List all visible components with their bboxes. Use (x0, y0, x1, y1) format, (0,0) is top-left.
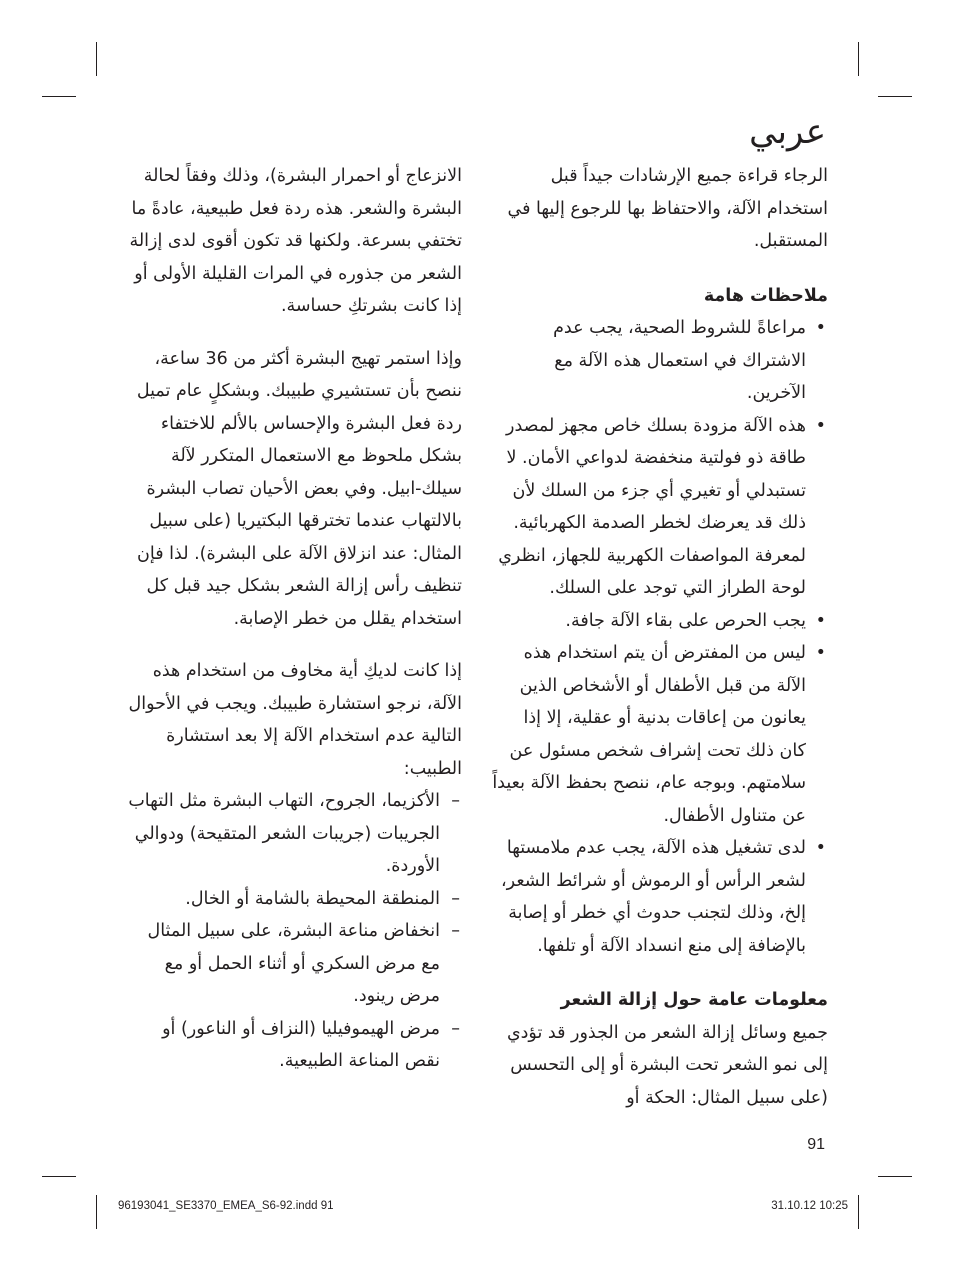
crop-mark (96, 1195, 97, 1229)
intro-paragraph: الرجاء قراءة جميع الإرشادات جيداً قبل استخدام الآلة، والاحتفاظ بها للرجوع إليها في المستقبل. (507, 166, 828, 251)
list-item: • ليس من المفترض أن يتم استخدام هذه الآلة من قبل الأطفال أو الأشخاص الذين يعانون من إعاقات بدنية أو عقلية، إلا إذا كان ذلك تحت إشراف شخص مسئول عن سلامتهم. وبوجه عام، ننصح بحفظ الآلة بعيداً عن متناول الأطفال. (492, 637, 828, 832)
notes-list (492, 312, 828, 962)
crop-mark (878, 96, 912, 97)
general-heading: معلومات عامة حول إزالة الشعر (560, 990, 828, 1010)
notes-heading: ملاحظات هامة (703, 285, 828, 306)
general-paragraph: جميع وسائل إزالة الشعر من الجذور قد تؤدي إلى نمو الشعر تحت البشرة أو إلى التحسس (على سبيل المثال: الحكة أو (506, 1022, 828, 1108)
list-item: • هذه الآلة مزودة بسلك خاص مجهز لمصدر طاقة ذو فولتية منخفضة لدواعي الأمان. لا تستبدلي أو تغيري أي جزء من السلك لأن ذلك قد يعرضك لخطر الصدمة الكهربائية. لمعرفة المواصفات الكهربية للجهاز، انظري لوحة الطراز التي توجد على السلك. (492, 410, 828, 605)
page-number: 91 (807, 1136, 825, 1153)
list-item: – المنطقة المحيطة بالشامة أو الخال. (126, 883, 462, 916)
crop-mark (858, 1195, 859, 1229)
crop-mark (878, 1176, 912, 1177)
list-item: • مراعاةً للشروط الصحية، يجب عدم الاشتراك في استعمال هذه الآلة مع الآخرين. (492, 312, 828, 410)
footer-filename: 96193041_SE3370_EMEA_S6-92.indd 91 (118, 1200, 334, 1212)
crop-mark (42, 1176, 76, 1177)
crop-mark (42, 96, 76, 97)
paragraph: إذا كانت لديكِ أية مخاوف من استخدام هذه الآلة، نرجو استشارة طبيبك. ويجب في الأحوال التالية عدم استخدام الآلة إلا بعد استشارة الطبيب: (128, 661, 462, 779)
list-item: – الأكزيما، الجروح، التهاب البشرة مثل التهاب الجريبات (جريبات الشعر المتقيحة) ودوالي الأوردة. (126, 785, 462, 883)
list-item: – مرض الهيموفيليا (النزاف أو الناعور) أو نقص المناعة الطبيعية. (126, 1013, 462, 1078)
paragraph: الانزعاج أو احمرار البشرة)، وذلك وفقاً لحالة البشرة والشعر. هذه ردة فعل طبيعية، عادةً ما تختفي بسرعة. ولكنها قد تكون أقوى لدى إزالة الشعر من جذوره في المرات القليلة الأولى أو إذا كانت بشرتكِ حساسة. (129, 166, 462, 316)
list-item: • يجب الحرص على بقاء الآلة جافة. (492, 605, 828, 638)
list-item: – انخفاض مناعة البشرة، على سبيل المثال مع مرض السكري أو أثناء الحمل أو مع مرض رينود. (126, 915, 462, 1013)
paragraph: وإذا استمر تهيج البشرة أكثر من 36 ساعة، ننصح بأن تستشيري طبيبك. وبشكلٍ عام تميل ردة فعل البشرة والإحساس بالألم للاختفاء بشكل ملحوظ مع الاستعمال المتكرر لآلة سيلك-ابيل. وفي بعض الأحيان تصاب البشرة بالالتهاب عندما تخترقها البكتيريا (على سبيل المثال: عند انزلاق الآلة على البشرة). لذا فإن تنظيف رأس إزالة الشعر بشكل جيد قبل كل استخدام يقلل من خطر الإصابة. (136, 348, 462, 629)
crop-mark (96, 42, 97, 76)
right-column (492, 160, 828, 1114)
list-item: • لدى تشغيل هذه الآلة، يجب عدم ملامستها لشعر الرأس أو الرموش أو شرائط الشعر، إلخ، وذلك لتجنب حدوث أي خطر أو إصابة بالإضافة إلى منع انسداد الآلة أو تلفها. (492, 832, 828, 962)
conditions-list (126, 785, 462, 1078)
page-title: عربي (749, 112, 826, 152)
left-column (126, 160, 462, 1078)
crop-mark (858, 42, 859, 76)
footer-datetime: 31.10.12 10:25 (771, 1200, 848, 1212)
